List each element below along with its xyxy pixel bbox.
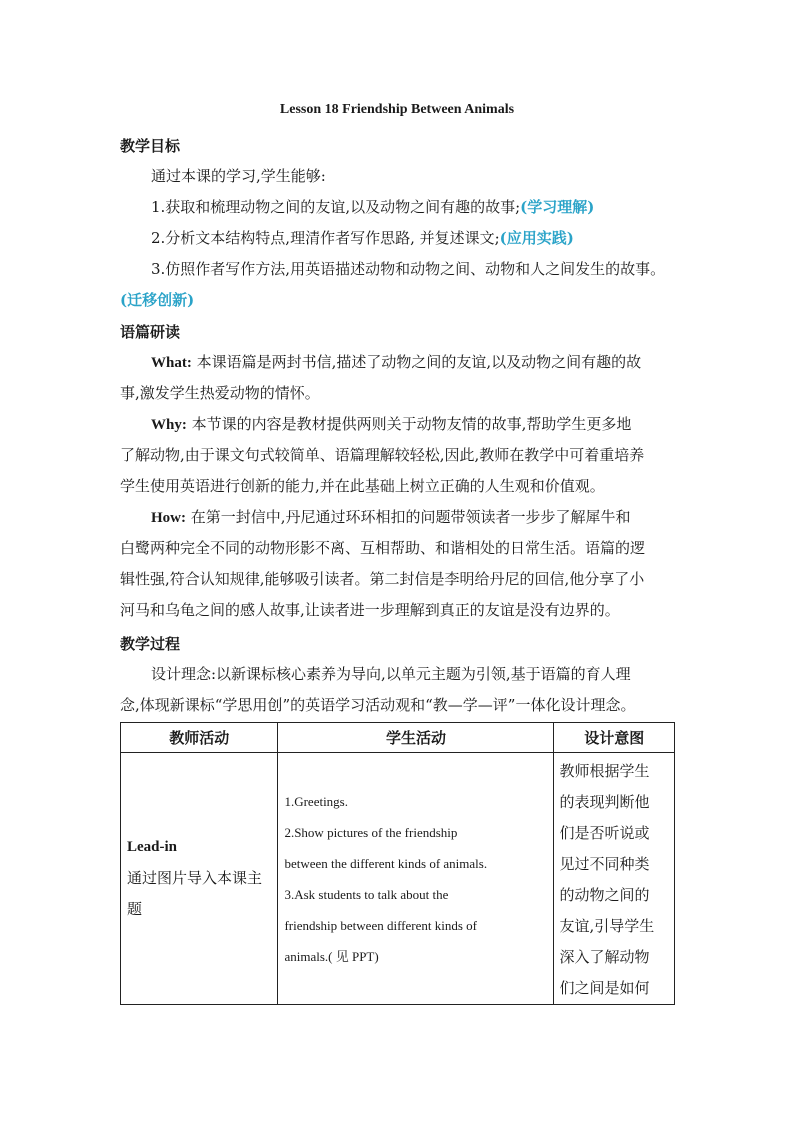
design-line-2: 念,体现新课标“学思用创”的英语学习活动观和“教—学—评”一体化设计理念。	[120, 696, 636, 714]
goal-item-2-tag: (应用实践)	[499, 229, 574, 247]
page-title: Lesson 18 Friendship Between Animals	[279, 102, 515, 117]
why-line-3: 学生使用英语进行创新的能力,并在此基础上树立正确的人生观和价值观。	[120, 477, 605, 495]
teacher-line-2: 题	[127, 900, 143, 918]
reading-heading: 语篇研读	[120, 323, 181, 341]
how-label: How:	[151, 510, 186, 526]
how-line-4: 河马和乌龟之间的感人故事,让读者进一步理解到真正的友谊是没有边界的。	[120, 601, 620, 619]
student-cell	[278, 753, 554, 1005]
student-line: 3.Ask students to talk about the	[284, 886, 449, 902]
design-line-1: 设计理念:以新课标核心素养为导向,以单元主题为引领,基于语篇的育人理	[151, 665, 631, 683]
student-line: 2.Show pictures of the friendship	[284, 824, 458, 840]
intent-line: 的表现判断他	[559, 793, 650, 811]
table-header-row	[121, 723, 675, 753]
process-heading: 教学过程	[120, 635, 181, 653]
intent-line: 的动物之间的	[559, 886, 650, 904]
student-line: animals.( 见 PPT)	[284, 948, 379, 964]
intent-line: 深入了解动物	[559, 948, 650, 966]
student-line: friendship between different kinds of	[284, 917, 477, 933]
intent-cell	[554, 753, 675, 1005]
why-line-2: 了解动物,由于课文句式较简单、语篇理解较轻松,因此,教师在教学中可着重培养	[120, 446, 645, 464]
goal-item-1-text: 1.获取和梳理动物之间的友谊,以及动物之间有趣的故事;	[151, 198, 521, 216]
what-line-1	[151, 352, 711, 373]
what-label: What:	[151, 355, 192, 371]
why-label: Why:	[151, 417, 187, 433]
why-text-1: 本节课的内容是教材提供两则关于动物友情的故事,帮助学生更多地	[186, 415, 632, 433]
why-line-1	[151, 414, 711, 435]
header-teacher: 教师活动	[121, 723, 278, 753]
teacher-line-1: 通过图片导入本课主	[127, 869, 263, 887]
student-line: 1.Greetings.	[284, 793, 348, 809]
what-text-1: 本课语篇是两封书信,描述了动物之间的友谊,以及动物之间有趣的故	[191, 353, 642, 371]
goals-heading: 教学目标	[120, 137, 181, 155]
header-intent: 设计意图	[554, 723, 675, 753]
student-line: between the different kinds of animals.	[284, 855, 488, 871]
intent-line: 友谊,引导学生	[559, 917, 655, 935]
how-line-3: 辑性强,符合认知规律,能够吸引读者。第二封信是李明给丹尼的回信,他分享了小	[120, 570, 645, 588]
intent-line: 教师根据学生	[559, 762, 650, 780]
teacher-title: Lead-in	[127, 839, 178, 855]
goal-item-3-tag: (迁移创新)	[120, 291, 195, 309]
goal-item-2-text: 2.分析文本结构特点,理清作者写作思路, 并复述课文;	[151, 229, 500, 247]
table-row	[121, 753, 675, 1005]
goal-item-1	[151, 197, 711, 217]
intent-line: 们是否听说或	[559, 824, 650, 842]
how-line-2: 白鹭两种完全不同的动物形影不离、互相帮助、和谐相处的日常生活。语篇的逻	[120, 539, 646, 557]
goal-item-3: 3.仿照作者写作方法,用英语描述动物和动物之间、动物和人之间发生的故事。	[151, 260, 666, 278]
lesson-table	[120, 722, 675, 1005]
how-line-1	[151, 507, 711, 528]
how-text-1: 在第一封信中,丹尼通过环环相扣的问题带领读者一步步了解犀牛和	[186, 508, 631, 526]
header-student: 学生活动	[278, 723, 554, 753]
what-line-2: 事,激发学生热爱动物的情怀。	[120, 384, 320, 402]
intent-line: 们之间是如何	[559, 979, 650, 997]
goal-item-2	[151, 228, 711, 248]
teacher-cell	[121, 753, 278, 1005]
intent-line: 见过不同种类	[559, 855, 650, 873]
goals-intro: 通过本课的学习,学生能够:	[151, 167, 326, 185]
goal-item-1-tag: (学习理解)	[520, 198, 595, 216]
